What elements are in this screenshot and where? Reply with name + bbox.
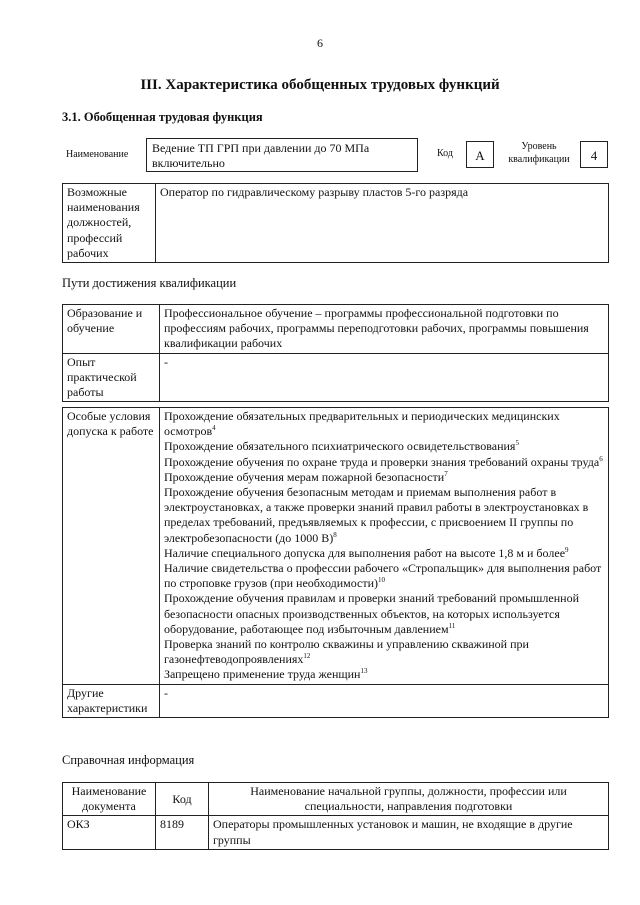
experience-value: - bbox=[160, 353, 609, 402]
ref-header-name: Наименование начальной группы, должности, профессии или специальности, направления подготовки bbox=[209, 783, 609, 816]
code-label: Код bbox=[437, 148, 453, 159]
condition-item: Прохождение обязательных предварительных и периодических медицинских осмотров$^4$ bbox=[164, 409, 560, 439]
level-value: 4 bbox=[580, 141, 608, 168]
condition-item: Наличие специального допуска для выполнения работ на высоте 1,8 м и более$^9$ bbox=[164, 545, 569, 560]
page-number: 6 bbox=[317, 36, 323, 50]
positions-table bbox=[62, 183, 609, 263]
ref-cell-document: ОКЗ bbox=[63, 816, 156, 849]
condition-item: Проверка знаний по контролю скважины и управлению скважиной при газонефтеводопроявлениях$^{12}$ bbox=[164, 637, 529, 667]
ref-header-document: Наименование документа bbox=[63, 783, 156, 816]
experience-label: Опыт практической работы bbox=[63, 353, 160, 402]
education-table bbox=[62, 304, 609, 402]
condition-item: Запрещено применение труда женщин$^{13}$ bbox=[164, 667, 368, 682]
reference-heading: Справочная информация bbox=[62, 753, 195, 767]
other-label: Другие характеристики bbox=[63, 684, 160, 717]
name-label: Наименование bbox=[66, 149, 129, 160]
condition-item: Прохождение обучения безопасным методам и приемам выполнения работ в электроустановках, а также проверки знаний правил работы в электроустановках в пределах требований, предъявляемых к профессии, с присвоением II группы по электробезопасности (до 1000 В)$^8$ bbox=[164, 485, 589, 545]
condition-item: Прохождение обучения мерам пожарной безопасности$^7$ bbox=[164, 469, 448, 484]
condition-item: Прохождение обучения по охране труда и проверки знания требований охраны труда$^6$ bbox=[164, 454, 603, 469]
conditions-label: Особые условия допуска к работе bbox=[63, 408, 160, 685]
reference-table bbox=[62, 782, 609, 850]
name-value: Ведение ТП ГРП при давлении до 70 МПа включительно bbox=[146, 138, 418, 172]
paths-heading: Пути достижения квалификации bbox=[62, 276, 237, 290]
education-value: Профессиональное обучение – программы профессиональной подготовки по профессиям рабочих, программы переподготовки рабочих, программы повышения квалификации рабочих bbox=[160, 305, 609, 354]
conditions-table bbox=[62, 407, 609, 718]
section-title: III. Характеристика обобщенных трудовых функций bbox=[140, 77, 500, 93]
table-row bbox=[63, 816, 609, 849]
level-label: Уровень квалификации bbox=[508, 141, 570, 165]
subsection-title: 3.1. Обобщенная трудовая функция bbox=[62, 110, 263, 124]
condition-item: Наличие свидетельства о профессии рабочего «Стропальщик» для выполнения работ по строповке грузов (при необходимости)$^{10}$ bbox=[164, 561, 602, 591]
condition-item: Прохождение обучения правилам и проверки знаний требований промышленной безопасности опасных производственных объектов, на которых используется оборудование, работающее под избыточным давлением$^{11}$ bbox=[164, 591, 579, 636]
conditions-list bbox=[160, 408, 609, 685]
code-value: А bbox=[466, 141, 494, 168]
education-label: Образование и обучение bbox=[63, 305, 160, 354]
ref-cell-name: Операторы промышленных установок и машин, не входящие в другие группы bbox=[209, 816, 609, 849]
positions-label: Возможные наименования должностей, профессий рабочих bbox=[63, 184, 156, 263]
ref-cell-code: 8189 bbox=[156, 816, 209, 849]
other-value: - bbox=[160, 684, 609, 717]
condition-item: Прохождение обязательного психиатрического освидетельствования$^5$ bbox=[164, 439, 519, 454]
ref-header-code: Код bbox=[156, 783, 209, 816]
positions-value: Оператор по гидравлическому разрыву пластов 5-го разряда bbox=[156, 184, 609, 263]
